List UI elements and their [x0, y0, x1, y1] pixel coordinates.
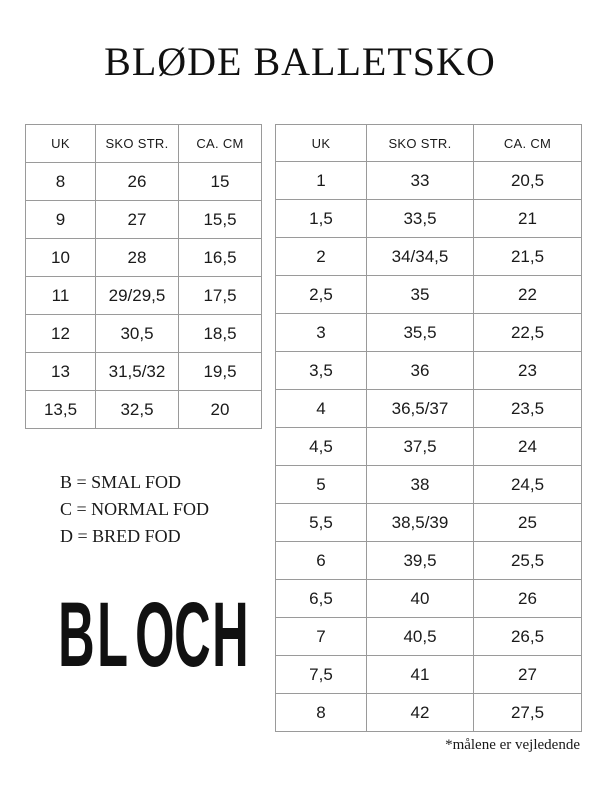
cell-cm: 20	[179, 391, 262, 429]
logo-letter: H	[212, 584, 249, 686]
cell-shoe-size: 35,5	[367, 314, 474, 352]
cell-shoe-size: 38,5/39	[367, 504, 474, 542]
cell-uk: 6,5	[276, 580, 367, 618]
table-row	[276, 352, 582, 390]
cell-cm: 15,5	[179, 201, 262, 239]
cell-shoe-size: 30,5	[96, 315, 179, 353]
cell-uk: 12	[26, 315, 96, 353]
table-row	[26, 163, 262, 201]
header-uk: UK	[26, 125, 96, 163]
cell-shoe-size: 37,5	[367, 428, 474, 466]
cell-cm: 23,5	[474, 390, 582, 428]
table-row	[276, 542, 582, 580]
cell-cm: 23	[474, 352, 582, 390]
cell-shoe-size: 39,5	[367, 542, 474, 580]
cell-shoe-size: 41	[367, 656, 474, 694]
footnote: *målene er vejledende	[445, 737, 580, 753]
table-row	[276, 504, 582, 542]
table-row	[26, 277, 262, 315]
header-shoe-size: SKO STR.	[96, 125, 179, 163]
cell-uk: 2,5	[276, 276, 367, 314]
cell-cm: 26	[474, 580, 582, 618]
table-row	[26, 239, 262, 277]
cell-uk: 2	[276, 238, 367, 276]
cell-uk: 8	[276, 694, 367, 732]
cell-cm: 26,5	[474, 618, 582, 656]
size-table-left	[25, 124, 262, 429]
logo-letter: L	[96, 584, 128, 686]
cell-shoe-size: 42	[367, 694, 474, 732]
table-row	[276, 580, 582, 618]
cell-cm: 16,5	[179, 239, 262, 277]
cell-uk: 8	[26, 163, 96, 201]
legend-item: B = SMAL FOD	[60, 472, 182, 492]
cell-cm: 20,5	[474, 162, 582, 200]
cell-cm: 15	[179, 163, 262, 201]
cell-uk: 1	[276, 162, 367, 200]
table-header-row	[276, 125, 582, 162]
header-cm: CA. CM	[474, 125, 582, 162]
cell-cm: 19,5	[179, 353, 262, 391]
table-row	[276, 162, 582, 200]
cell-cm: 18,5	[179, 315, 262, 353]
cell-shoe-size: 33	[367, 162, 474, 200]
cell-cm: 24,5	[474, 466, 582, 504]
table-row	[26, 315, 262, 353]
table-row	[276, 238, 582, 276]
cell-shoe-size: 33,5	[367, 200, 474, 238]
table-row	[276, 428, 582, 466]
size-table-right	[275, 124, 582, 732]
cell-uk: 7,5	[276, 656, 367, 694]
cell-cm: 24	[474, 428, 582, 466]
legend-item: D = BRED FOD	[60, 526, 181, 546]
cell-shoe-size: 35	[367, 276, 474, 314]
header-uk: UK	[276, 125, 367, 162]
cell-shoe-size: 40,5	[367, 618, 474, 656]
cell-uk: 5,5	[276, 504, 367, 542]
cell-shoe-size: 34/34,5	[367, 238, 474, 276]
table-row	[276, 618, 582, 656]
cell-shoe-size: 36	[367, 352, 474, 390]
cell-cm: 17,5	[179, 277, 262, 315]
cell-cm: 22	[474, 276, 582, 314]
bloch-logo	[50, 584, 249, 686]
table-header-row	[26, 125, 262, 163]
logo-letter: B	[58, 584, 95, 686]
header-shoe-size: SKO STR.	[367, 125, 474, 162]
table-row	[276, 390, 582, 428]
cell-shoe-size: 29/29,5	[96, 277, 179, 315]
table-row	[26, 391, 262, 429]
cell-uk: 4	[276, 390, 367, 428]
cell-uk: 11	[26, 277, 96, 315]
table-row	[276, 656, 582, 694]
table-row	[276, 200, 582, 238]
cell-uk: 13	[26, 353, 96, 391]
legend-item: C = NORMAL FOD	[60, 499, 210, 519]
cell-uk: 3,5	[276, 352, 367, 390]
table-row	[26, 353, 262, 391]
width-legend	[60, 470, 209, 551]
cell-uk: 10	[26, 239, 96, 277]
table-row	[26, 201, 262, 239]
cell-shoe-size: 28	[96, 239, 179, 277]
table-row	[276, 276, 582, 314]
cell-shoe-size: 27	[96, 201, 179, 239]
cell-uk: 5	[276, 466, 367, 504]
cell-cm: 27,5	[474, 694, 582, 732]
cell-cm: 21,5	[474, 238, 582, 276]
cell-uk: 9	[26, 201, 96, 239]
table-row	[276, 314, 582, 352]
cell-uk: 7	[276, 618, 367, 656]
table-row	[276, 694, 582, 732]
cell-uk: 1,5	[276, 200, 367, 238]
header-cm: CA. CM	[179, 125, 262, 163]
cell-shoe-size: 38	[367, 466, 474, 504]
cell-uk: 13,5	[26, 391, 96, 429]
logo-letter: O	[135, 584, 175, 686]
cell-uk: 6	[276, 542, 367, 580]
cell-uk: 3	[276, 314, 367, 352]
cell-shoe-size: 31,5/32	[96, 353, 179, 391]
cell-cm: 25	[474, 504, 582, 542]
cell-shoe-size: 40	[367, 580, 474, 618]
cell-shoe-size: 26	[96, 163, 179, 201]
table-row	[276, 466, 582, 504]
cell-uk: 4,5	[276, 428, 367, 466]
cell-cm: 27	[474, 656, 582, 694]
cell-cm: 22,5	[474, 314, 582, 352]
logo-letter: C	[173, 584, 211, 686]
cell-shoe-size: 32,5	[96, 391, 179, 429]
cell-cm: 21	[474, 200, 582, 238]
cell-cm: 25,5	[474, 542, 582, 580]
cell-shoe-size: 36,5/37	[367, 390, 474, 428]
page-title: BLØDE BALLETSKO	[104, 39, 496, 84]
